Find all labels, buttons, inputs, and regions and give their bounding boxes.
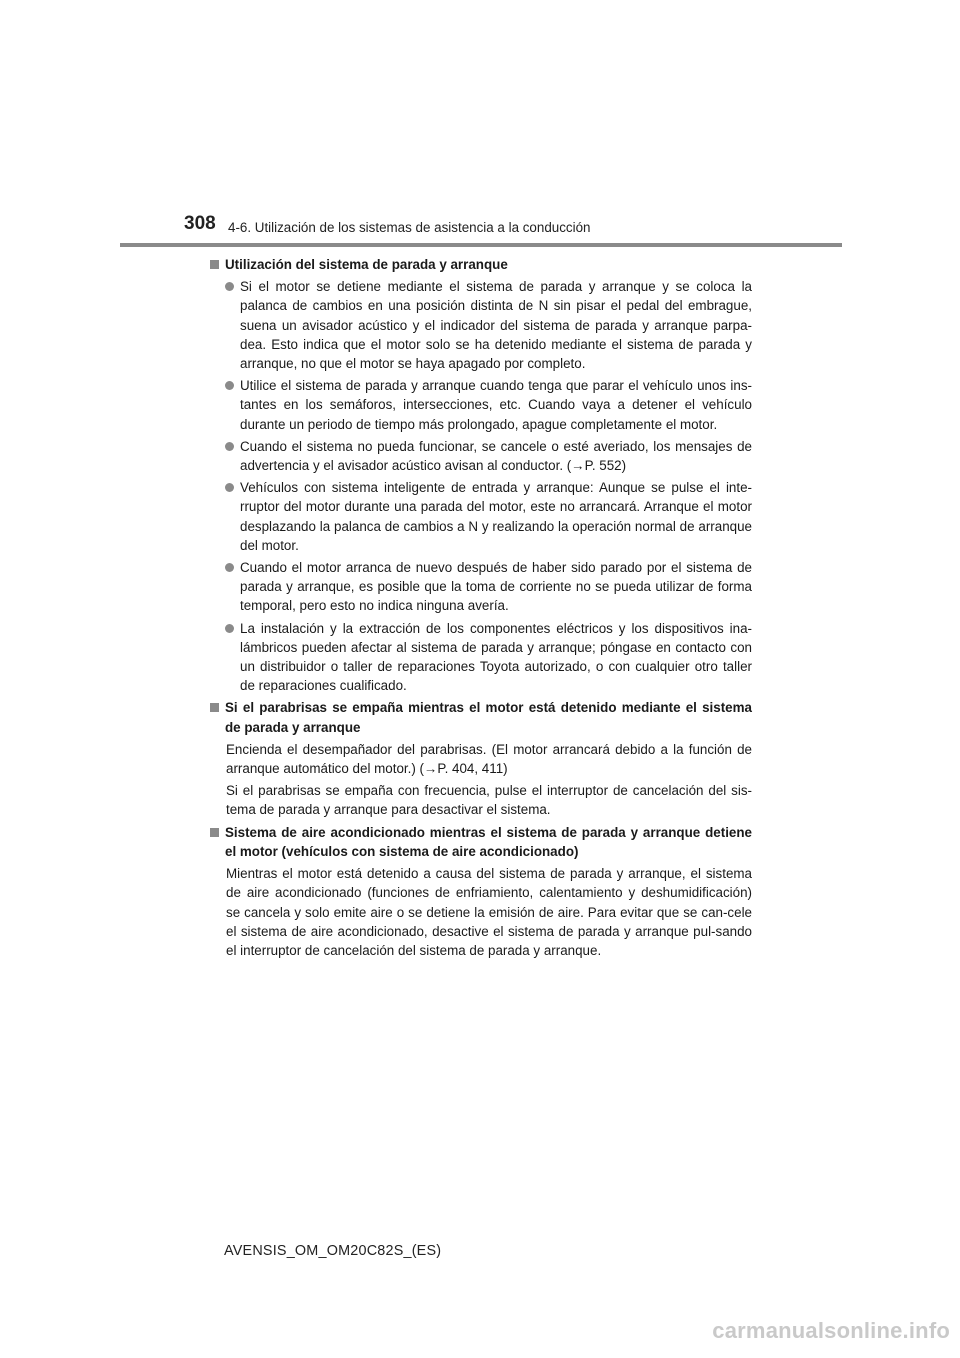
circle-bullet-icon (225, 483, 234, 492)
bullet-text: Utilice el sistema de parada y arranque cuando tenga que parar el vehículo unos ins-tantes en los semáforos, intersecciones, etc. Cuando vaya a detener el vehículo durante un periodo de tiempo más prolongado, apague completamente el motor. (240, 378, 752, 432)
square-bullet-icon (210, 260, 219, 269)
document-code: AVENSIS_OM_OM20C82S_(ES) (224, 1243, 442, 1259)
page-header (0, 0, 960, 250)
bullet-item (210, 376, 752, 434)
chapter-section-title: 4-6. Utilización de los sistemas de asistencia a la conducción (228, 220, 591, 235)
section-heading-text: Si el parabrisas se empaña mientras el motor está detenido mediante el sistema de parada y arranque (225, 700, 752, 735)
bullet-text: Cuando el motor arranca de nuevo después de haber sido parado por el sistema de parada y arranque, es posible que la toma de corriente no se pueda utilizar de forma temporal, pero esto no indica ninguna avería. (240, 560, 752, 614)
watermark[interactable]: carmanualsonline.info (712, 1318, 950, 1343)
paragraph: Si el parabrisas se empaña con frecuencia, pulse el interruptor de cancelación del sis-tema de parada y arranque para desactivar el sistema. (226, 783, 752, 818)
section (210, 823, 752, 960)
section-heading (210, 698, 752, 736)
circle-bullet-icon (225, 282, 234, 291)
bullet-item (210, 619, 752, 696)
circle-bullet-icon (225, 624, 234, 633)
section (210, 698, 752, 819)
bullet-item (210, 437, 752, 475)
bullet-text: Vehículos con sistema inteligente de entrada y arranque: Aunque se pulse el inte-rruptor del motor durante una parada del motor, este no arrancará. Arranque el motor desplazando la palanca de cambios a N y realizando la operación normal de arranque del motor. (240, 480, 752, 553)
bullet-text: Si el motor se detiene mediante el sistema de parada y arranque y se coloca la palanca de cambios en una posición distinta de N sin pisar el pedal del embrague, suena un avisador acústico y el indicador del sistema de parada y arranque parpa-dea. Esto indica que el motor solo se ha detenido mediante el sistema de parada y arranque, no que el motor se haya apagado por completo. (240, 279, 752, 372)
square-bullet-icon (210, 703, 219, 712)
bullet-item (210, 277, 752, 373)
bullet-text: Cuando el sistema no pueda funcionar, se cancele o esté averiado, los mensajes de advertencia y el avisador acústico avisan al conductor. (→P. 552) (240, 438, 752, 474)
bullet-item (210, 558, 752, 616)
paragraph: Encienda el desempañador del parabrisas. (El motor arrancará debido a la función de arranque automático del motor.) (→P. 404, 411) (226, 741, 752, 777)
circle-bullet-icon (225, 563, 234, 572)
circle-bullet-icon (225, 381, 234, 390)
section-heading-text: Sistema de aire acondicionado mientras el sistema de parada y arranque detiene el motor (vehículos con sistema de aire acondicionado) (225, 824, 752, 859)
circle-bullet-icon (225, 442, 234, 451)
page-content (210, 255, 752, 963)
paragraph: Mientras el motor está detenido a causa del sistema de parada y arranque, el sistema de aire acondicionado (funciones de enfriamiento, calentamiento y deshumidificación) se cancela y solo emite aire o se detiene la emisión de aire. Para evitar que se can-cele el sistema de aire acondicionado, desactive el sistema de parada y arranque pul-sando el interruptor de cancelación del sistema de parada y arranque. (226, 866, 752, 958)
section-heading-text: Utilización del sistema de parada y arranque (225, 257, 508, 272)
bullet-item (210, 478, 752, 555)
page-number: 308 (184, 213, 216, 234)
header-divider (120, 243, 842, 247)
section (210, 255, 752, 695)
bullet-text: La instalación y la extracción de los componentes eléctricos y los dispositivos ina-lámbricos pueden afectar al sistema de parada y arranque; póngase en contacto con un distribuidor o taller de reparaciones Toyota autorizado, o con cualquier otro taller de reparaciones cualificado. (240, 620, 752, 694)
section-heading (210, 823, 752, 861)
square-bullet-icon (210, 828, 219, 837)
section-heading (210, 255, 752, 274)
